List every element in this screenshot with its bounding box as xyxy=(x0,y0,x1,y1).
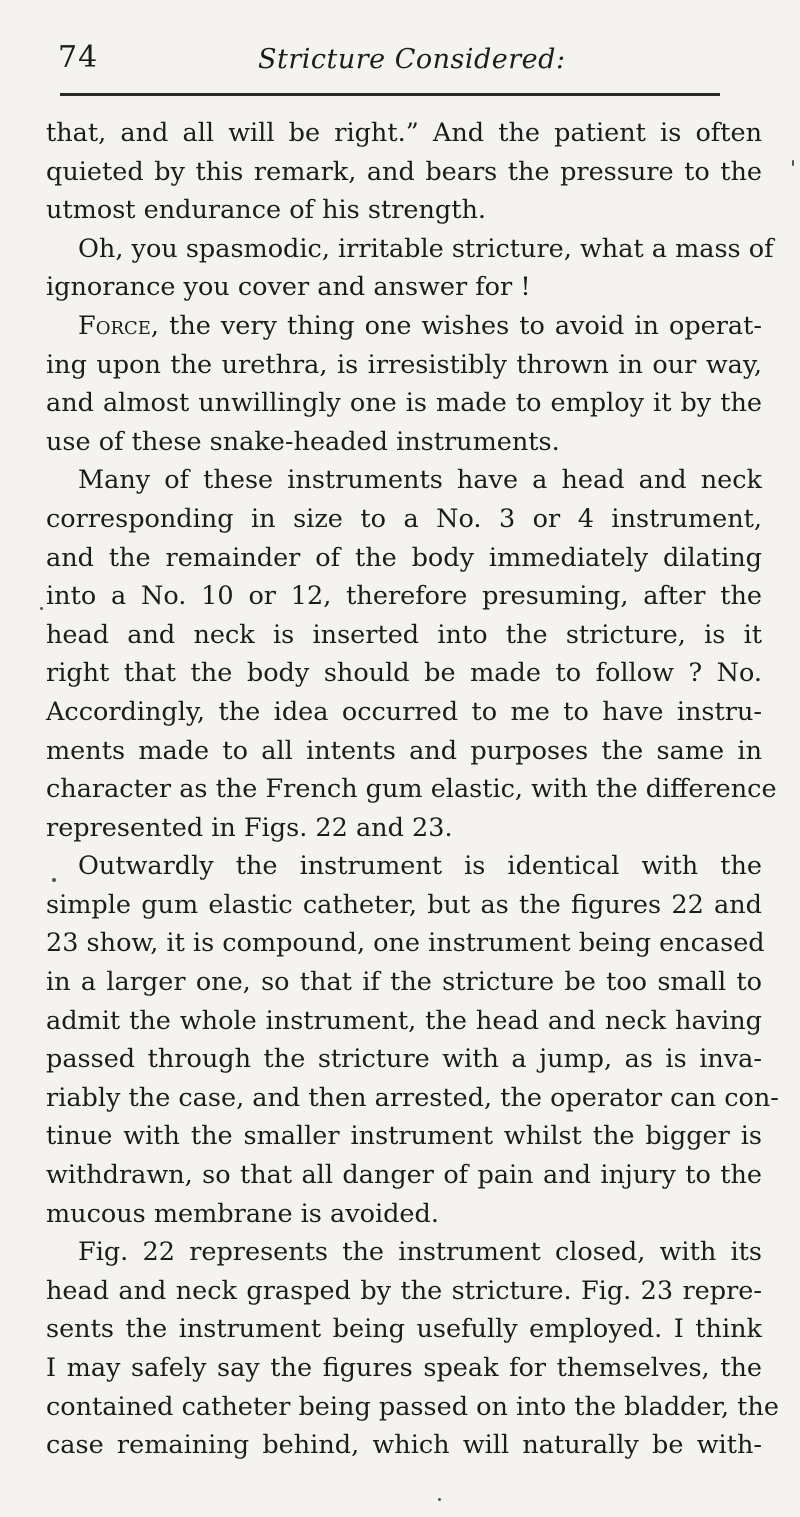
header-rule xyxy=(60,93,720,96)
ink-speck xyxy=(52,878,56,882)
text-line: in a larger one, so that if the stricture be too small to xyxy=(46,967,762,998)
text-line: riably the case, and then arrested, the operator can con- xyxy=(46,1082,779,1113)
paragraph xyxy=(46,307,762,461)
text-line: Fig. 22 represents the instrument closed, with its xyxy=(78,1237,762,1268)
ink-speck xyxy=(792,160,794,166)
body-text xyxy=(46,114,779,1465)
page-number: 74 xyxy=(58,40,99,75)
text-line xyxy=(46,307,762,346)
text-line: ments made to all intents and purposes the same in xyxy=(46,735,762,766)
text-line: utmost endurance of his strength. xyxy=(46,195,486,226)
ink-speck xyxy=(40,607,43,610)
text-line: ignorance you cover and answer for ! xyxy=(46,272,531,303)
text-line: ing upon the urethra, is irresistibly thrown in our way, xyxy=(46,349,762,380)
paragraph xyxy=(46,114,762,230)
running-title: Stricture Considered: xyxy=(258,44,566,75)
text-line: Many of these instruments have a head and neck xyxy=(78,465,762,496)
text-line: and the remainder of the body immediately dilating xyxy=(46,542,762,573)
text-line: character as the French gum elastic, with the difference xyxy=(46,774,777,805)
small-caps-word: Force xyxy=(78,310,151,341)
text-line: Oh, you spasmodic, irritable stricture, what a mass of xyxy=(78,233,774,264)
text-line-rest: , the very thing one wishes to avoid in operat- xyxy=(150,310,762,341)
text-line: contained catheter being passed on into the bladder, the xyxy=(46,1391,779,1422)
text-line: passed through the stricture with a jump, as is inva- xyxy=(46,1044,762,1075)
text-line: admit the whole instrument, the head and neck having xyxy=(46,1005,762,1036)
text-line: head and neck grasped by the stricture. Fig. 23 repre- xyxy=(46,1275,762,1306)
text-line: corresponding in size to a No. 3 or 4 instrument, xyxy=(46,503,762,534)
text-line: tinue with the smaller instrument whilst the bigger is xyxy=(46,1121,762,1152)
text-line: and almost unwillingly one is made to employ it by the xyxy=(46,388,762,419)
text-line: that, and all will be right.” And the patient is often xyxy=(46,118,762,148)
text-line: right that the body should be made to follow ? No. xyxy=(46,658,762,689)
paragraph xyxy=(46,230,774,307)
text-line: represented in Figs. 22 and 23. xyxy=(46,812,453,843)
text-line: 23 show, it is compound, one instrument being encased xyxy=(46,928,765,959)
text-line: case remaining behind, which will naturally be with- xyxy=(46,1430,762,1461)
paragraph xyxy=(46,461,777,847)
running-head xyxy=(58,38,720,82)
paragraph xyxy=(46,1233,779,1465)
text-line: simple gum elastic catheter, but as the figures 22 and xyxy=(46,889,762,920)
text-line: Outwardly the instrument is identical with the xyxy=(78,851,762,882)
text-line: mucous membrane is avoided. xyxy=(46,1198,439,1229)
text-line: head and neck is inserted into the stricture, is it xyxy=(46,619,762,650)
text-line: quieted by this remark, and bears the pressure to the xyxy=(46,156,762,187)
text-line: use of these snake-headed instruments. xyxy=(46,426,560,457)
text-line: Accordingly, the idea occurred to me to have instru- xyxy=(46,696,762,727)
text-line: sents the instrument being usefully employed. I think xyxy=(46,1314,762,1345)
text-line: withdrawn, so that all danger of pain and injury to the xyxy=(46,1160,762,1191)
text-line: into a No. 10 or 12, therefore presuming, after the xyxy=(46,581,762,612)
paragraph xyxy=(46,847,779,1233)
ink-speck xyxy=(438,1498,441,1501)
text-line: I may safely say the figures speak for themselves, the xyxy=(46,1353,762,1383)
